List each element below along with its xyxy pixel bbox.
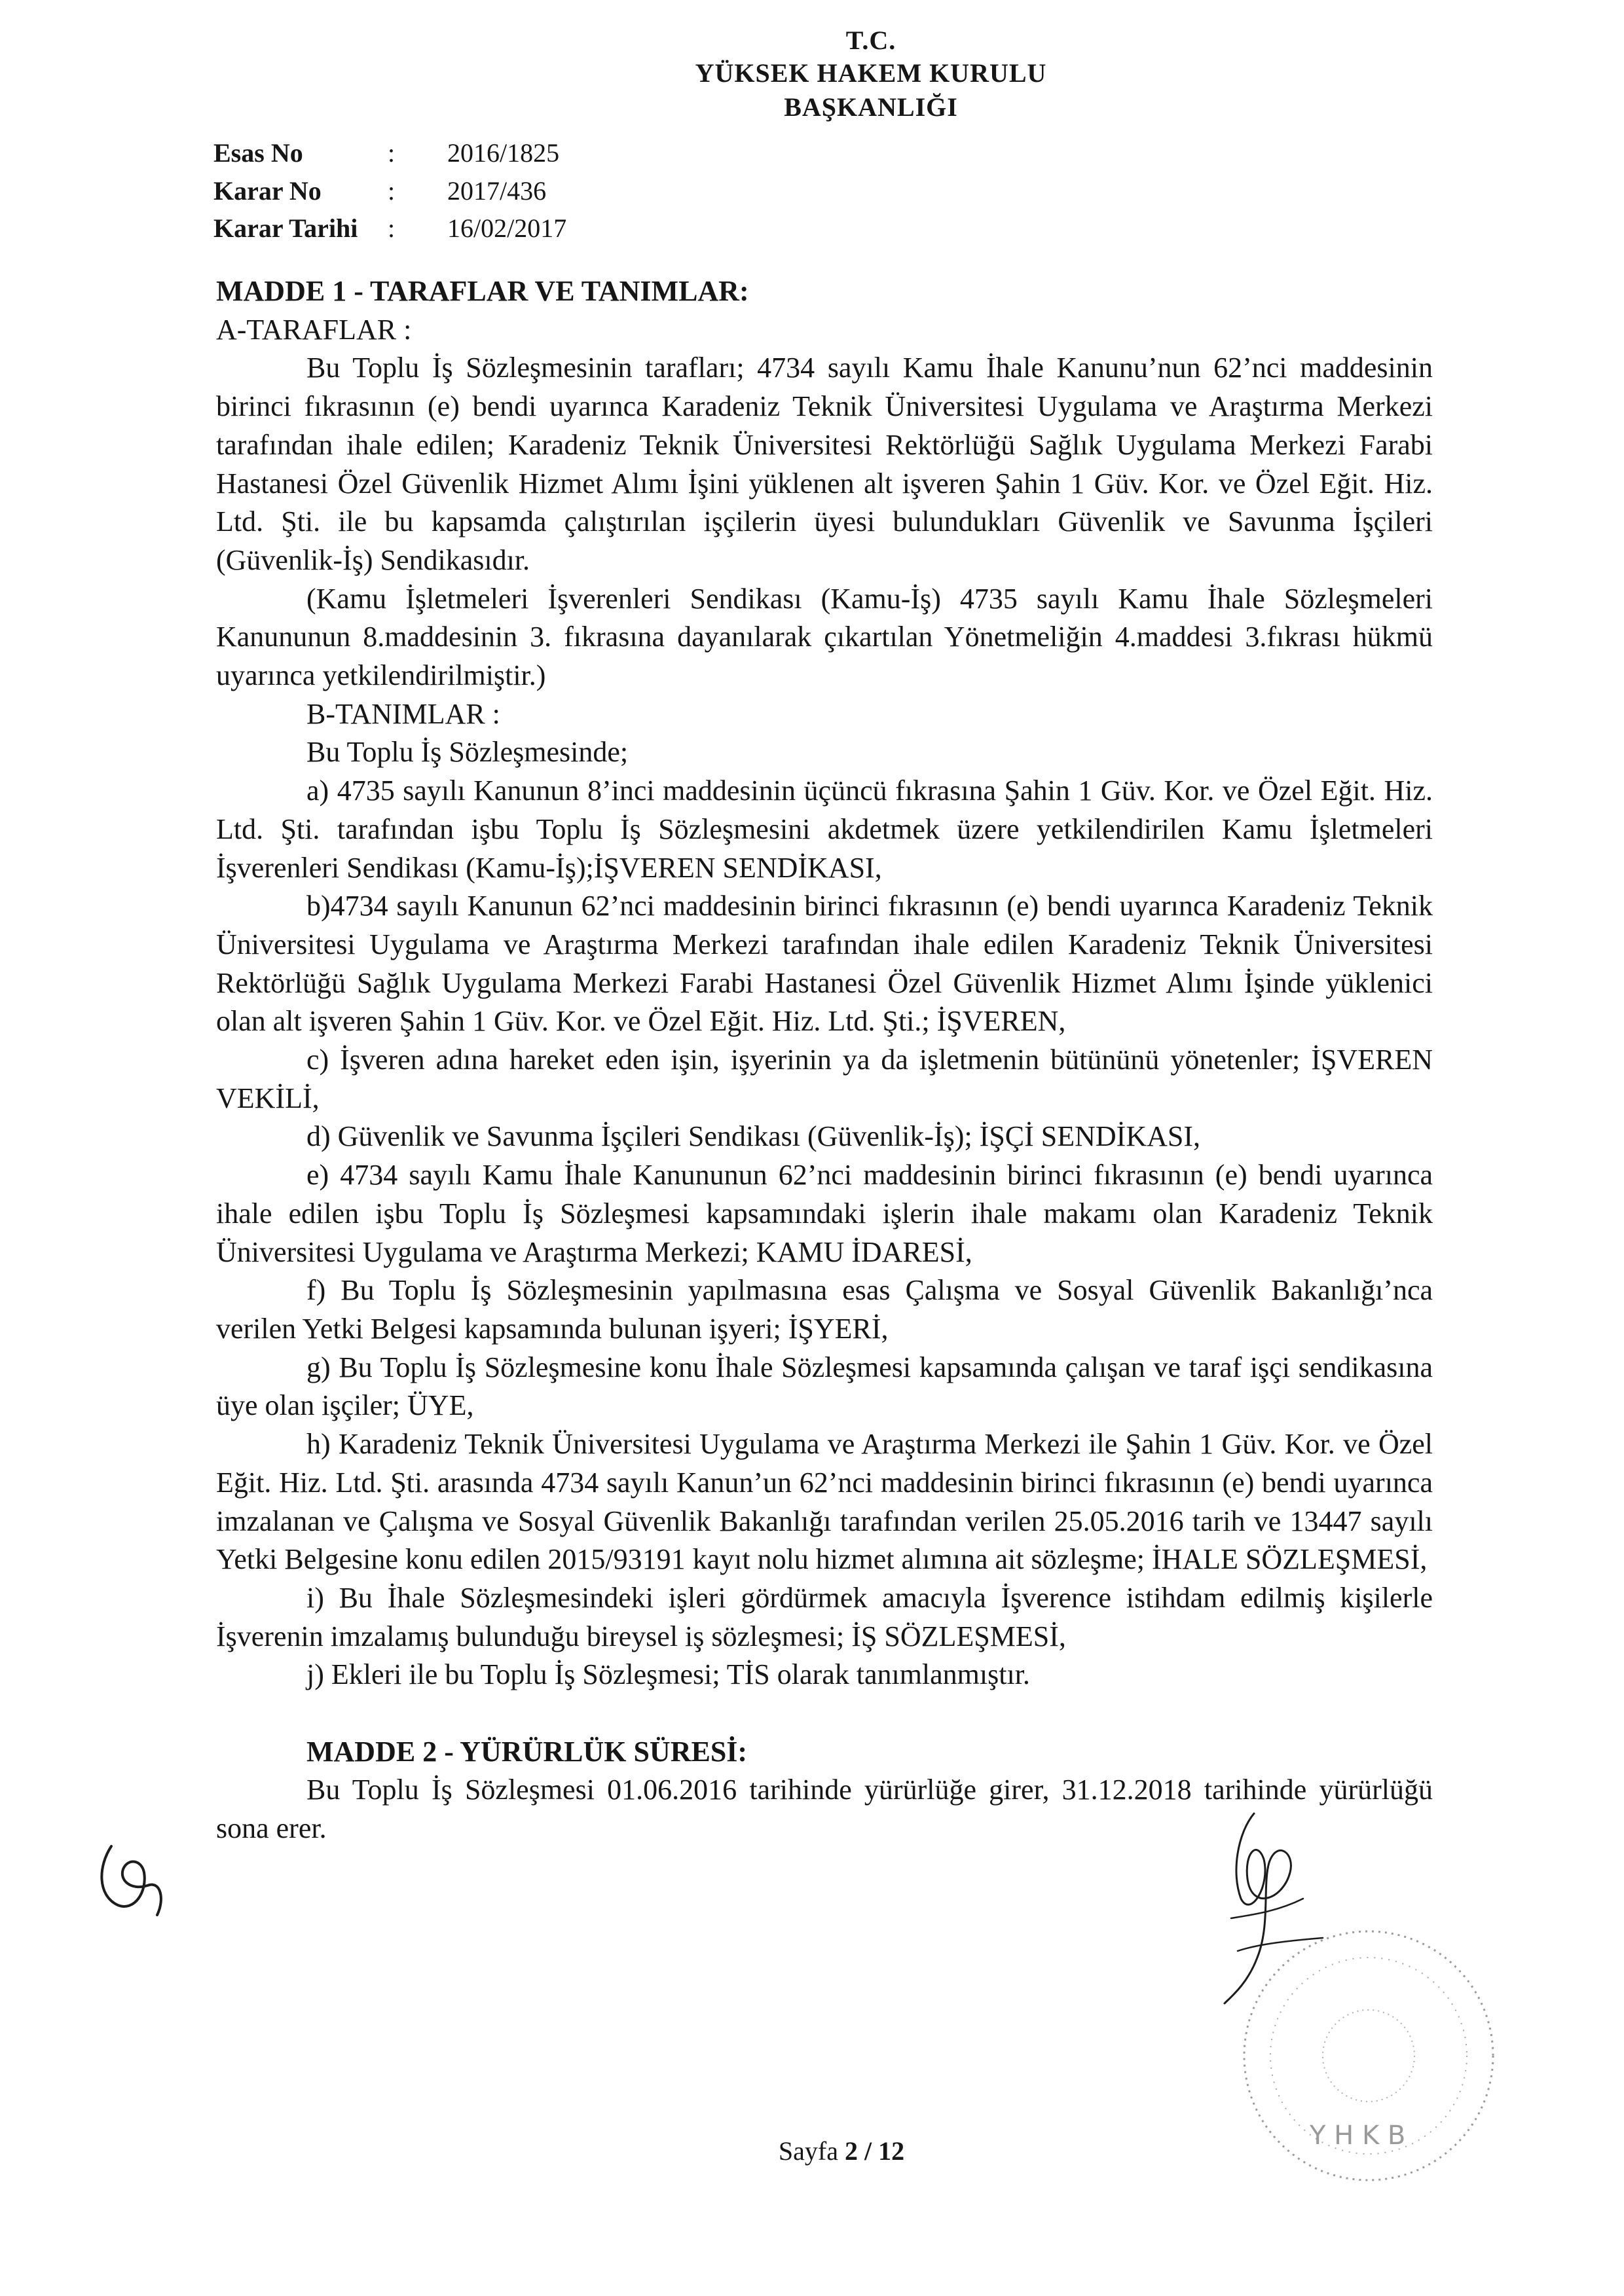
decision-number-label: Karar No xyxy=(213,176,322,206)
header-tc: T.C. xyxy=(845,26,896,55)
article-1-heading: MADDE 1 - TARAFLAR VE TANIMLAR: xyxy=(216,275,749,307)
stamp-lettering: Y H K B xyxy=(1310,2121,1406,2151)
definitions-subheading: B-TANIMLAR : xyxy=(306,697,500,730)
validity-paragraph: Bu Toplu İş Sözleşmesi 01.06.2016 tarihinde yürürlüğe girer, 31.12.2018 tarihinde yürürlüğü sona erer. xyxy=(216,1774,1433,1845)
page-label: Sayfa xyxy=(778,2136,838,2166)
article-2-heading: MADDE 2 - YÜRÜRLÜK SÜRESİ: xyxy=(306,1735,748,1768)
handwritten-initial-mark xyxy=(92,1840,196,1931)
definition-item: c) İşveren adına hareket eden işin, işyerinin ya da işletmenin bütününü yönetenler; İŞVEREN VEKİLİ, xyxy=(216,1044,1433,1114)
header-presidency: BAŞKANLIĞI xyxy=(784,92,958,122)
decision-date-value: 16/02/2017 xyxy=(447,213,567,243)
header-institution: YÜKSEK HAKEM KURULU xyxy=(695,58,1047,88)
definition-item: i) Bu İhale Sözleşmesindeki işleri gördürmek amacıyla İşverence istihdam edilmiş kişilerle İşverenin imzalamış bulunduğu bireysel iş sözleşmesi; İŞ SÖZLEŞMESİ, xyxy=(216,1581,1433,1652)
definition-item: d) Güvenlik ve Savunma İşçileri Sendikası (Güvenlik-İş); İŞÇİ SENDİKASI, xyxy=(306,1120,1201,1153)
decision-date-label: Karar Tarihi xyxy=(213,213,358,243)
document-body xyxy=(216,272,1433,1848)
decision-number-value: 2017/436 xyxy=(447,176,547,206)
colon: : xyxy=(388,176,396,206)
case-number-value: 2016/1825 xyxy=(447,138,560,168)
case-number-label: Esas No xyxy=(213,138,303,168)
page-footer xyxy=(0,2136,1624,2166)
definition-item: f) Bu Toplu İş Sözleşmesinin yapılmasına esas Çalışma ve Sosyal Güvenlik Bakanlığı’nca verilen Yetki Belgesi kapsamında bulunan işyeri; İŞYERİ, xyxy=(216,1274,1433,1345)
definitions-intro: Bu Toplu İş Sözleşmesinde; xyxy=(306,736,629,769)
parties-paragraph: Bu Toplu İş Sözleşmesinin tarafları; 4734 sayılı Kamu İhale Kanunu’nun 62’nci maddesinin birinci fıkrasının (e) bendi uyarınca Karadeniz Teknik Üniversitesi Uygulama ve Araştırma Merkezi tarafından ihale edilen; Karadeniz Teknik Üniversitesi Rektörlüğü Sağlık Uygulama Merkezi Farabi Hastanesi Özel Güvenlik Hizmet Alımı İşini yüklenen alt işveren Şahin 1 Güv. Kor. ve Özel Eğit. Hiz. Ltd. Şti. ile bu kapsamda çalıştırılan işçilerin üyesi bulundukları Güvenlik ve Savunma İşçileri (Güvenlik-İş) Sendikasıdır. xyxy=(216,352,1433,576)
definition-item: h) Karadeniz Teknik Üniversitesi Uygulama ve Araştırma Merkezi ile Şahin 1 Güv. Kor. ve Özel Eğit. Hiz. Ltd. Şti. arasında 4734 sayılı Kanun’un 62’nci maddesinin birinci fıkrasının (e) bendi uyarınca imzalanan ve Çalışma ve Sosyal Güvenlik Bakanlığı tarafından verilen 25.05.2016 tarih ve 13447 sayılı Yetki Belgesine konu edilen 2015/93191 kayıt nolu hizmet alımına ait sözleşme; İHALE SÖZLEŞMESİ, xyxy=(216,1428,1433,1576)
colon: : xyxy=(388,138,396,168)
page-number: 2 / 12 xyxy=(844,2136,905,2166)
definition-item: j) Ekleri ile bu Toplu İş Sözleşmesi; TİS olarak tanımlanmıştır. xyxy=(306,1658,1030,1691)
colon: : xyxy=(388,213,396,243)
definition-item: a) 4735 sayılı Kanunun 8’inci maddesinin üçüncü fıkrasına Şahin 1 Güv. Kor. ve Özel Eğit. Hiz. Ltd. Şti. tarafından işbu Toplu İş Sözleşmesini akdetmek üzere yetkilendirilen Kamu İşletmeleri İşverenleri Sendikası (Kamu-İş);İŞVEREN SENDİKASI, xyxy=(216,774,1433,884)
definition-item: g) Bu Toplu İş Sözleşmesine konu İhale Sözleşmesi kapsamında çalışan ve taraf işçi sendikasına üye olan işçiler; ÜYE, xyxy=(216,1351,1433,1422)
definition-item: e) 4734 sayılı Kamu İhale Kanununun 62’nci maddesinin birinci fıkrasının (e) bendi uyarınca ihale edilen işbu Toplu İş Sözleşmesi kapsamındaki işlerin ihale makamı olan Karadeniz Teknik Üniversitesi Uygulama ve Araştırma Merkezi; KAMU İDARESİ, xyxy=(216,1159,1433,1268)
parties-subheading: A-TARAFLAR : xyxy=(216,313,412,346)
parties-authorization-paragraph: (Kamu İşletmeleri İşverenleri Sendikası (Kamu-İş) 4735 sayılı Kamu İhale Sözleşmeleri Kanununun 8.maddesinin 3. fıkrasına dayanılarak çıkartılan Yönetmeliğin 4.maddesi 3.fıkrası hükmü uyarınca yetkilendirilmiştir.) xyxy=(216,582,1433,692)
definition-item: b)4734 sayılı Kanunun 62’nci maddesinin birinci fıkrasının (e) bendi uyarınca Karadeniz Teknik Üniversitesi Uygulama ve Araştırma Merkezi tarafından ihale edilen Karadeniz Teknik Üniversitesi Rektörlüğü Sağlık Uygulama Merkezi Farabi Hastanesi Özel Güvenlik Hizmet Alımı İşinde yüklenici olan alt işveren Şahin 1 Güv. Kor. ve Özel Eğit. Hiz. Ltd. Şti.; İŞVEREN, xyxy=(216,890,1433,1038)
